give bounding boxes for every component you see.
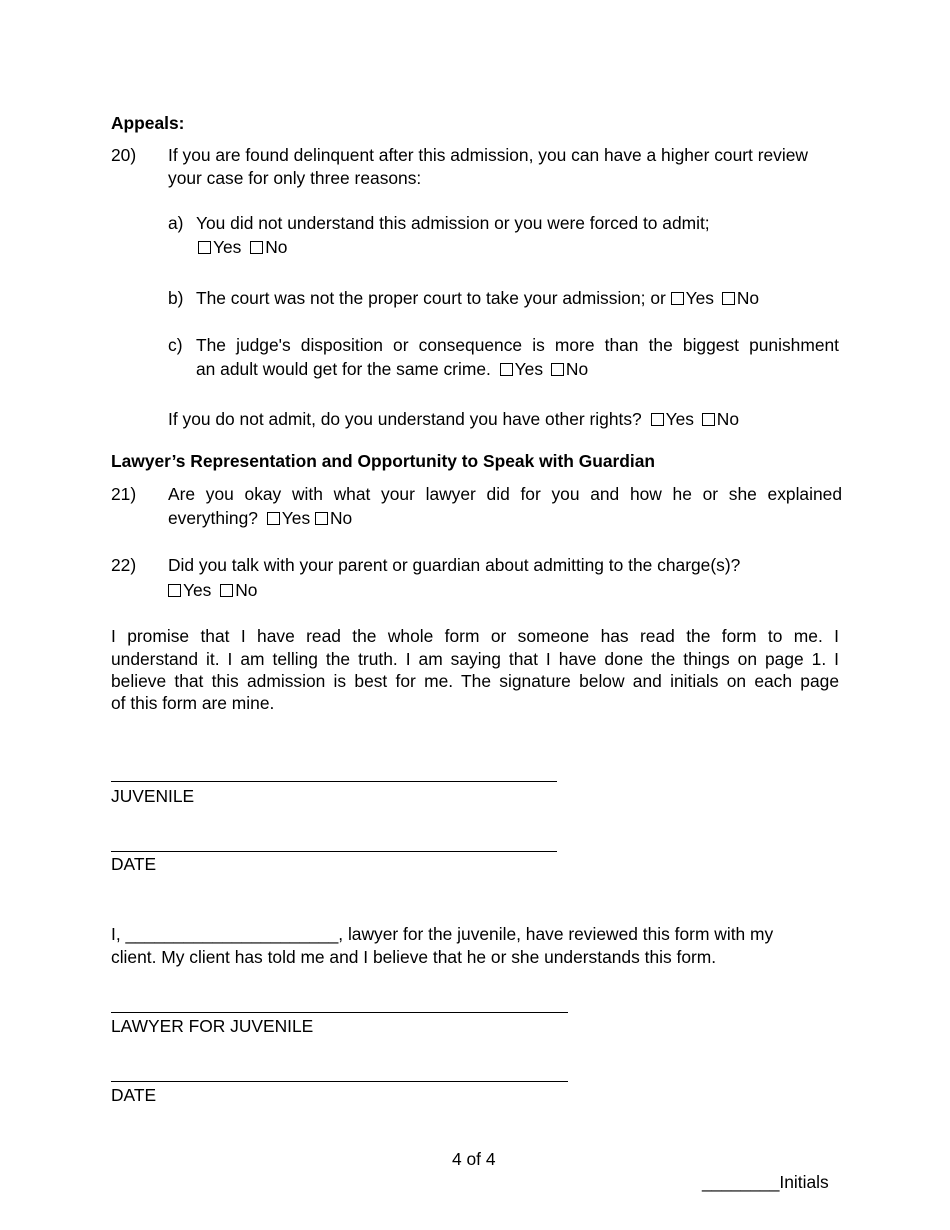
rights-row	[168, 411, 739, 428]
initials-blank[interactable]: ________	[702, 1172, 780, 1192]
q22-no-checkbox[interactable]	[220, 584, 233, 597]
q21-yes-label: Yes	[281, 508, 311, 528]
lawyer-label: LAWYER FOR JUVENILE	[111, 1016, 314, 1036]
q21-no-label: No	[329, 508, 353, 528]
q20b-no-checkbox[interactable]	[722, 292, 735, 305]
q21-yes-option[interactable]	[267, 510, 310, 527]
q21-number: 21)	[111, 484, 137, 504]
q22-options	[168, 582, 257, 599]
lawyer-statement-line2: client. My client has told me and I believe that he or she understands this form.	[111, 947, 717, 967]
q21-line2: everything?	[168, 508, 258, 528]
rights-no-label: No	[716, 409, 740, 429]
lawyer-section-heading: Lawyer’s Representation and Opportunity to Speak with Guardian	[111, 451, 656, 471]
juvenile-signature-line[interactable]	[111, 781, 557, 783]
q20c-no-option[interactable]	[551, 361, 588, 378]
rights-no-checkbox[interactable]	[702, 413, 715, 426]
q22-yes-option[interactable]	[168, 582, 211, 599]
lawyer-signature-line[interactable]	[111, 1012, 568, 1014]
q21-no-checkbox[interactable]	[315, 512, 328, 525]
q20a-no-checkbox[interactable]	[250, 241, 263, 254]
q20c-no-label: No	[565, 359, 589, 379]
q20a-no-option[interactable]	[250, 239, 287, 256]
q21-line1: Are you okay with what your lawyer did for you and how he or she explained	[168, 484, 842, 504]
q20b-yes-label: Yes	[685, 288, 714, 308]
q20a-text: You did not understand this admission or you were forced to admit;	[196, 213, 710, 233]
q20c-no-checkbox[interactable]	[551, 363, 564, 376]
q22-yes-checkbox[interactable]	[168, 584, 181, 597]
q20a-yes-label: Yes	[213, 237, 242, 257]
q20b-no-label: No	[736, 288, 760, 308]
q22-number: 22)	[111, 555, 137, 575]
appeals-heading: Appeals:	[111, 113, 185, 133]
q20c-line1: The judge's disposition or consequence is more than the biggest punishment	[196, 335, 839, 355]
q20b-line	[196, 290, 759, 307]
promise-line3: believe that this admission is best for me. The signature below and initials on each page	[111, 671, 839, 691]
rights-yes-label: Yes	[665, 409, 694, 429]
q20c-yes-label: Yes	[514, 359, 544, 379]
date-label-1: DATE	[111, 854, 157, 874]
q22-yes-label: Yes	[183, 580, 212, 600]
juvenile-label: JUVENILE	[111, 786, 195, 806]
q21-yes-checkbox[interactable]	[267, 512, 280, 525]
q20c-marker: c)	[168, 335, 183, 355]
lawyer-statement-line1: I, ______________________, lawyer for the juvenile, have reviewed this form with my	[111, 924, 774, 944]
q20c-line2: an adult would get for the same crime.	[196, 359, 491, 379]
q20b-no-option[interactable]	[722, 290, 759, 307]
q20c-line2-row	[196, 361, 588, 378]
q20b-marker: b)	[168, 288, 184, 308]
q20-number: 20)	[111, 145, 137, 165]
q20c-yes-option[interactable]	[500, 361, 543, 378]
rights-yes-option[interactable]	[651, 411, 694, 428]
q20a-marker: a)	[168, 213, 184, 233]
q20a-yes-checkbox[interactable]	[198, 241, 211, 254]
q21-line2-row	[168, 510, 352, 527]
q22-no-label: No	[235, 580, 258, 600]
q20-line2: your case for only three reasons:	[168, 168, 422, 188]
initials-field[interactable]	[702, 1174, 829, 1191]
q20a-yes-option[interactable]	[198, 239, 241, 256]
q22-no-option[interactable]	[220, 582, 257, 599]
promise-line2: understand it. I am telling the truth. I am saying that I have done the things on page 1. I	[111, 649, 839, 669]
promise-line4: of this form are mine.	[111, 693, 275, 713]
q21-no-option[interactable]	[315, 510, 352, 527]
q22-line1: Did you talk with your parent or guardian about admitting to the charge(s)?	[168, 555, 741, 575]
lawyer-date-line[interactable]	[111, 1081, 568, 1083]
date-label-2: DATE	[111, 1085, 157, 1105]
q20a-no-label: No	[265, 237, 288, 257]
q20a-options	[198, 239, 287, 256]
q20b-yes-option[interactable]	[671, 290, 714, 307]
promise-line1: I promise that I have read the whole form or someone has read the form to me. I	[111, 626, 839, 646]
rights-text: If you do not admit, do you understand you have other rights?	[168, 409, 642, 429]
q20b-yes-checkbox[interactable]	[671, 292, 684, 305]
q20b-text: The court was not the proper court to take your admission; or	[196, 288, 666, 308]
q20c-yes-checkbox[interactable]	[500, 363, 513, 376]
rights-yes-checkbox[interactable]	[651, 413, 664, 426]
q20-line1: If you are found delinquent after this admission, you can have a higher court review	[168, 145, 808, 165]
rights-no-option[interactable]	[702, 411, 739, 428]
initials-label: Initials	[779, 1172, 829, 1192]
juvenile-date-line[interactable]	[111, 851, 557, 853]
page-number: 4 of 4	[452, 1149, 496, 1169]
